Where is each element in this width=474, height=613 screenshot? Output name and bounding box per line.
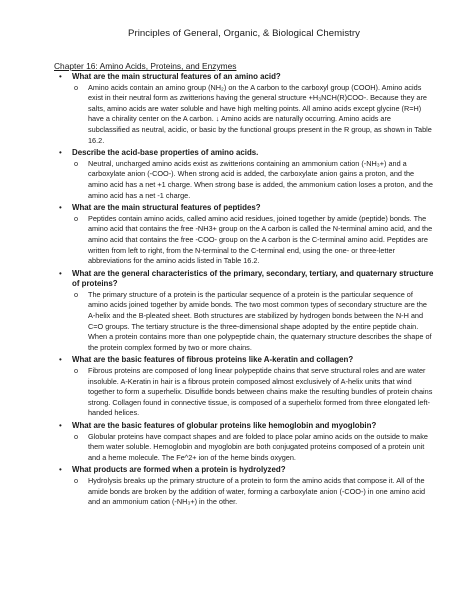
answer-item (72, 366, 434, 419)
bullet-icon: • (59, 268, 62, 278)
answer-item (72, 290, 434, 354)
question-text: What are the main structural features of an amino acid? (72, 72, 281, 81)
question-item (54, 421, 434, 463)
answer-text: The primary structure of a protein is the particular sequence of a protein is the particular sequence of amino acids joined together by amide bonds. The two most common types of secondary structure are the A-helix and the B-pleated sheet. Both structures are stabilized by hydrogen bonds between the N-H and C=O groups. The tertiary structure is the three-dimensional shape adopted by the entire peptide chain. When a protein contains more than one polypeptide chain, the quaternary structure describes the shape of the protein complex formed by two or more chains. (88, 289, 432, 352)
question-list (54, 72, 434, 508)
question-item (54, 203, 434, 267)
sub-bullet-icon: o (74, 366, 79, 376)
question-item (54, 269, 434, 354)
answer-text: Peptides contain amino acids, called amino acid residues, joined together by amide (peptide) bonds. The amino acid that contains the free -NH3+ group on the A carbon is called the N-terminal amino acid, and the amino acid that contains the free -COO- group on the A carbon is the C-terminal amino acid. Peptides are written from left to right, from the N-terminal to the C-terminal end, using the one- or three-letter abbreviations for the amino acids listed in Table 16.2. (88, 213, 433, 266)
answer-text: Fibrous proteins are composed of long linear polypeptide chains that serve structural roles and are water insoluble. A-Keratin in hair is a fibrous protein composed almost exclusively of A-helix units that wind together to form a superhelix. Disulfide bonds between chains make the resulting bundles of protein chains strong. Collagen found in connective tissue, is composed of a superhelix formed from three elongated left-handed helices. (88, 366, 433, 418)
chapter-heading: Chapter 16: Amino Acids, Proteins, and Enzymes (54, 61, 237, 71)
question-text: What products are formed when a protein is hydrolyzed? (72, 465, 286, 475)
question-item (54, 355, 434, 419)
answer-text: Hydrolysis breaks up the primary structure of a protein to form the amino acids that compose it. All of the amide bonds are broken by the addition of water, forming a carboxylate anion (-COO-) in one amino acid and an ammonium cation (-NH₃+) in the other. (88, 475, 426, 507)
bullet-icon: • (59, 148, 62, 158)
answer-item (72, 83, 434, 147)
bullet-icon: • (59, 355, 62, 365)
bullet-icon: • (59, 421, 62, 430)
question-item (54, 465, 434, 507)
answer-item (72, 214, 434, 267)
question-item (54, 72, 434, 146)
question-item (54, 148, 434, 201)
answer-text: Globular proteins have compact shapes and are folded to place polar amino acids on the outside to make them water soluble. Hemoglobin and myoglobin are both conjugated proteins composed of a protein unit and a heme molecule. The Fe^2+ ion of the heme binds oxygen. (88, 431, 428, 462)
sub-bullet-icon: o (74, 82, 79, 92)
answer-item (72, 432, 434, 464)
question-text: What are the main structural features of peptides? (72, 203, 261, 213)
question-text: What are the basic features of globular proteins like hemoglobin and myoglobin? (72, 421, 377, 430)
sub-bullet-icon: o (74, 431, 79, 441)
question-text: What are the general characteristics of the primary, secondary, tertiary, and quaternary structure of proteins? (72, 268, 434, 289)
question-text: Describe the acid-base properties of amino acids. (72, 148, 259, 158)
sub-bullet-icon: o (74, 475, 79, 485)
bullet-icon: • (59, 72, 62, 81)
bullet-icon: • (59, 203, 62, 213)
answer-text: Amino acids contain an amino group (NH₂) on the A carbon to the carboxyl group (COOH). Amino acids exist in their neutral form as zwitterions having the general structure +H₃NCH(R)COO-. Because they are salts, amino acids are water soluble and have high melting points. All amino acids except glycine (R=H) have a chirality center on the A carbon. ↓ Amino acids are naturally occurring. Amino acids are subclassified as neutral, acidic, or basic by the functional groups present in the R group, as shown in Table 16.2. (88, 82, 432, 145)
bullet-icon: • (59, 465, 62, 475)
sub-bullet-icon: o (74, 289, 79, 299)
sub-bullet-icon: o (74, 213, 79, 223)
answer-text: Neutral, uncharged amino acids exist as zwitterions containing an ammonium cation (-NH₃+) and a carboxylate anion (-COO-). When strong acid is added, the carboxylate anion gains a proton, and the amino acid has a net +1 charge. When strong base is added, the ammonium cation loses a proton, and the amino acid has a net -1 charge. (88, 158, 433, 200)
document-title: Principles of General, Organic, & Biological Chemistry (128, 28, 360, 39)
sub-bullet-icon: o (74, 158, 79, 168)
answer-item (72, 476, 434, 508)
question-text: What are the basic features of fibrous proteins like A-keratin and collagen? (72, 355, 354, 365)
answer-item (72, 159, 434, 201)
